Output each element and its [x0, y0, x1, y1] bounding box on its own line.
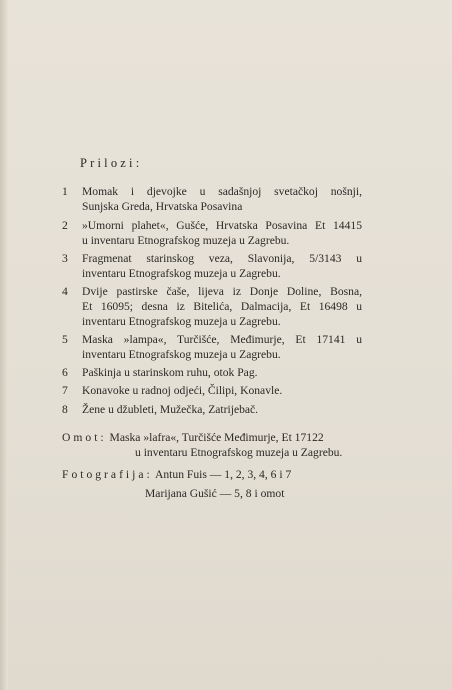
item-line: Žene u džubleti, Mužečka, Zatrijebač.: [82, 403, 259, 416]
cover-line: u inventaru Etnografskog muzeja u Zagrebu.: [135, 446, 343, 459]
photo-label: Fotografija:: [62, 468, 153, 481]
item-number: 5: [62, 333, 68, 346]
item-line: Maska »lampa«, Turčišće, Međimurje, Et 17141 u: [82, 333, 362, 346]
list-item-3: [62, 251, 362, 281]
item-line: »Umorni plahet«, Gušće, Hrvatska Posavina Et 14415: [82, 219, 362, 232]
list-item-7: [62, 383, 362, 398]
cover-note: [62, 430, 362, 460]
item-line: u inventaru Etnografskog muzeja u Zagrebu.: [82, 234, 290, 247]
item-line: Dvije pastirske čaše, lijeva iz Donje Doline, Bosna,: [82, 285, 362, 298]
item-number: 4: [62, 285, 68, 298]
item-number: 8: [62, 403, 68, 416]
list-item-1: [62, 184, 362, 214]
page-edge-shadow: [0, 0, 8, 690]
item-number: 3: [62, 252, 68, 265]
item-line: Momak i djevojke u sadašnjoj svetačkoj nošnji,: [82, 185, 362, 198]
page-heading: Prilozi:: [80, 156, 143, 170]
item-number: 1: [62, 185, 68, 198]
item-number: 7: [62, 384, 68, 397]
item-line: inventaru Etnografskog muzeja u Zagrebu.: [82, 267, 281, 280]
list-item-6: [62, 365, 362, 380]
item-number: 2: [62, 219, 68, 232]
list-item-5: [62, 332, 362, 362]
cover-label: Omot:: [62, 431, 107, 444]
item-line: Fragmenat starinskog veza, Slavonija, 5/3143 u: [82, 252, 362, 265]
list-item-2: [62, 218, 362, 248]
list-item-4: [62, 284, 362, 329]
item-line: inventaru Etnografskog muzeja u Zagrebu.: [82, 315, 281, 328]
item-line: Et 16095; desna iz Bitelića, Dalmacija, Et 16498 u: [82, 300, 362, 313]
item-line: Konavoke u radnoj odjeći, Čilipi, Konavle.: [82, 384, 283, 397]
photo-credits: [62, 467, 362, 501]
photo-credit-line: Antun Fuis — 1, 2, 3, 4, 6 i 7: [155, 468, 292, 481]
item-number: 6: [62, 366, 68, 379]
cover-line: Maska »lafra«, Turčišće Međimurje, Et 17122: [109, 431, 324, 444]
item-line: inventaru Etnografskog muzeja u Zagrebu.: [82, 348, 281, 361]
item-line: Sunjska Greda, Hrvatska Posavina: [82, 200, 243, 213]
photo-credit-line: Marijana Gušić — 5, 8 i omot: [145, 487, 285, 500]
list-item-8: [62, 402, 362, 417]
item-line: Paškinja u starinskom ruhu, otok Pag.: [82, 366, 258, 379]
